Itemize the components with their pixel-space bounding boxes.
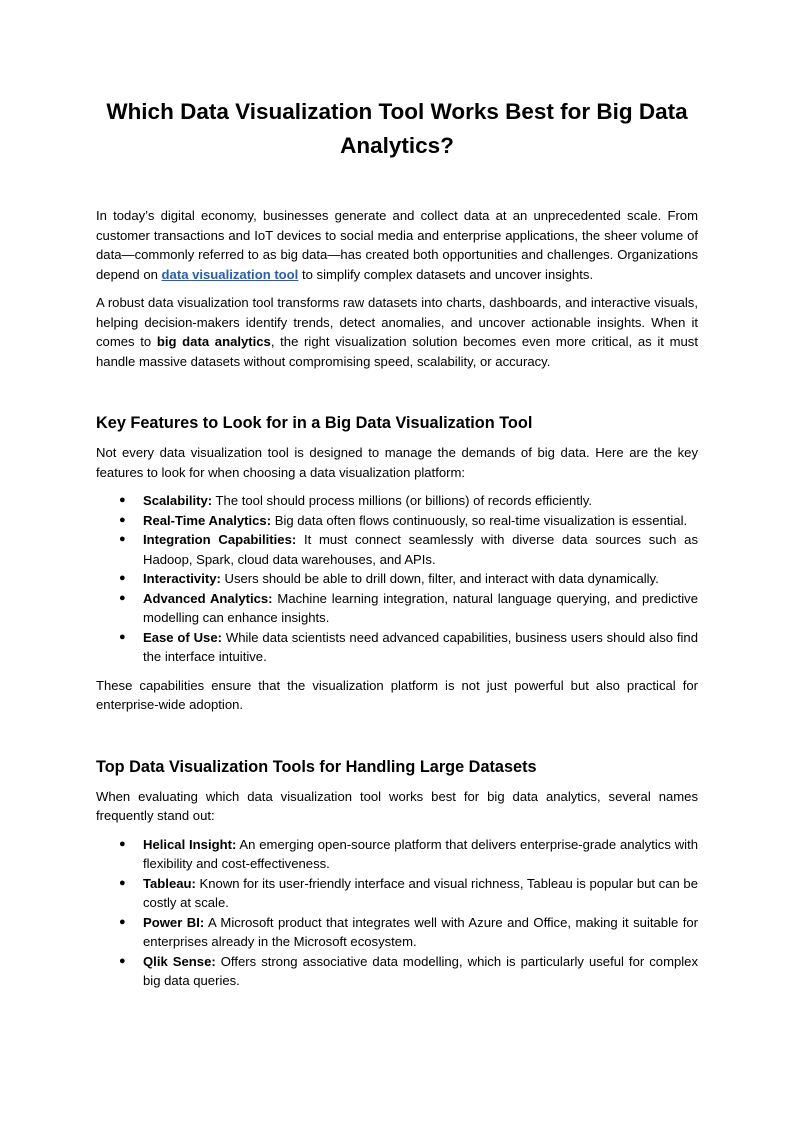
feature-text: Big data often flows continuously, so real-time visualization is essential.	[271, 512, 688, 528]
tool-description: A Microsoft product that integrates well with Azure and Office, making it suitable for enterprises already in the Microsoft ecosystem.	[143, 914, 699, 949]
list-item	[119, 628, 698, 667]
intro-p1-text-start: In today’s digital economy, businesses generate and collect data at an unprecedented scale. From customer transactions and IoT devices to social media and enterprise applications, the sheer volume of data—commonly referred to as big data—has created both opportunities and challenges. Organizations depend on	[96, 208, 698, 282]
list-item	[119, 511, 698, 531]
bullet-icon: ●	[119, 954, 126, 967]
features-outro: These capabilities ensure that the visualization platform is not just powerful but also practical for enterprise-wide adoption.	[96, 677, 698, 712]
intro-paragraph-1	[96, 206, 698, 284]
tools-intro: When evaluating which data visualization tool works best for big data analytics, several names frequently stand out:	[96, 788, 698, 823]
list-item	[119, 952, 698, 991]
feature-term: Real-Time Analytics:	[143, 512, 272, 528]
list-item	[119, 589, 699, 628]
list-item	[119, 530, 699, 569]
bullet-icon: ●	[119, 494, 126, 506]
list-item	[119, 491, 698, 511]
feature-term: Advanced Analytics:	[143, 590, 273, 606]
tool-description: An emerging open-source platform that delivers enterprise-grade analytics with flexibility and cost-effectiveness.	[143, 836, 698, 871]
bullet-icon: ●	[119, 915, 126, 928]
page-title: Which Data Visualization Tool Works Best for Big Data Analytics?	[106, 99, 688, 158]
tool-name: Power BI:	[143, 914, 205, 930]
big-data-analytics-emphasis: big data analytics	[156, 334, 271, 349]
intro-p2-text-end: , the right visualization solution becomes even more critical, as it must handle massive datasets without compromising speed, scalability, or accuracy.	[96, 334, 698, 369]
feature-term: Integration Capabilities:	[143, 532, 297, 547]
list-item	[119, 874, 698, 913]
tool-name: Qlik Sense:	[143, 953, 216, 969]
intro-paragraph-2	[96, 293, 698, 371]
tools-list	[96, 835, 698, 991]
features-heading: Key Features to Look for in a Big Data Visualization Tool	[96, 414, 533, 432]
tool-description: Offers strong associative data modelling, which is particularly useful for complex big data queries.	[143, 953, 698, 988]
bullet-icon: ●	[119, 513, 126, 526]
tool-description: Known for its user-friendly interface and visual richness, Tableau is popular but can be costly at scale.	[143, 875, 698, 910]
feature-text: The tool should process millions (or billions) of records efficiently.	[212, 493, 593, 508]
feature-text: Machine learning integration, natural language querying, and predictive modelling can enhance insights.	[143, 590, 699, 625]
bullet-icon: ●	[119, 876, 126, 889]
features-list	[96, 491, 698, 667]
document-page	[96, 95, 698, 991]
list-item	[119, 569, 698, 589]
feature-term: Ease of Use:	[143, 629, 222, 645]
data-visualization-tool-link[interactable]: data visualization tool	[161, 266, 299, 282]
tools-heading: Top Data Visualization Tools for Handling Large Datasets	[96, 757, 537, 776]
features-intro: Not every data visualization tool is designed to manage the demands of big data. Here are the key features to look for when choosing a data visualization platform:	[96, 445, 698, 480]
feature-term: Scalability:	[143, 493, 213, 508]
list-item	[119, 835, 698, 874]
feature-text: Users should be able to drill down, filter, and interact with data dynamically.	[220, 571, 659, 586]
feature-term: Interactivity:	[143, 571, 221, 586]
intro-p1-text-end: to simplify complex datasets and uncover insights.	[298, 266, 594, 282]
intro-p2-text-start: A robust data visualization tool transforms raw datasets into charts, dashboards, and interactive visuals, helping decision-makers identify trends, detect anomalies, and uncover actionable insights. When it comes to	[96, 295, 698, 349]
bullet-icon: ●	[119, 572, 126, 584]
bullet-icon: ●	[119, 533, 126, 545]
feature-text: It must connect seamlessly with diverse data sources such as Hadoop, Spark, cloud data warehouses, and APIs.	[143, 532, 699, 567]
tool-name: Tableau:	[143, 875, 196, 891]
feature-text: While data scientists need advanced capabilities, business users should also find the interface intuitive.	[143, 629, 698, 664]
bullet-icon: ●	[119, 630, 126, 643]
tool-name: Helical Insight:	[143, 836, 237, 852]
bullet-icon: ●	[119, 837, 126, 850]
bullet-icon: ●	[119, 591, 126, 604]
list-item	[119, 913, 699, 952]
